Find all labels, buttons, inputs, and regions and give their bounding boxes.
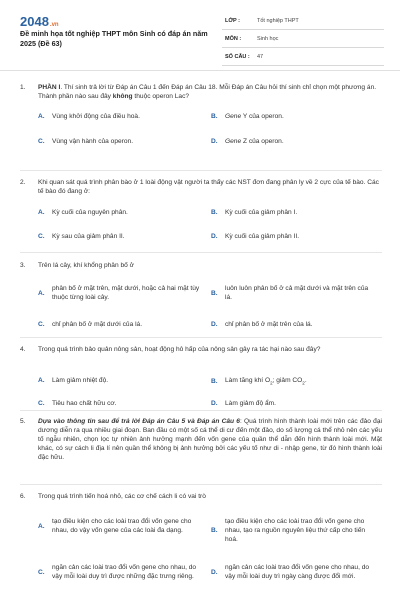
question-4: [20, 345, 382, 407]
question-divider: [20, 410, 382, 411]
answer-options: [38, 507, 382, 603]
question-number: 5.: [20, 418, 26, 425]
info-row-class: [222, 12, 384, 30]
question-text: Trong quá trình bảo quản nông sản, hoạt động hô hấp của nông sản gây ra tác hại nào sau đây?: [38, 346, 321, 353]
question-number: 1.: [20, 84, 26, 91]
question-1: [20, 83, 382, 151]
info-value: Tốt nghiệp THPT: [257, 17, 299, 24]
option-d[interactable]: D. Gene Z của operon.: [211, 138, 284, 145]
option-a[interactable]: A. tạo điều kiện cho các loài trao đổi vốn gene cho nhau, do vậy vốn gene của các loài đa dạng.: [38, 518, 192, 534]
option-b[interactable]: B. Gene Y của operon.: [211, 113, 284, 120]
header-divider: [0, 70, 400, 71]
option-d[interactable]: D. Kỳ cuối của giảm phân II.: [211, 233, 300, 240]
question-divider: [20, 252, 382, 253]
question-6: [20, 492, 382, 603]
passage-lead: Dựa vào thông tin sau để trả lời Đáp án Câu 5 và Đáp án Câu 6: [38, 418, 240, 425]
question-5: [20, 417, 382, 462]
option-c[interactable]: C. Tiêu hao chất hữu cơ.: [38, 400, 117, 407]
option-c[interactable]: C. ngăn cản các loài trao đổi vốn gene cho nhau, do vậy mỗi loài duy trì được những đặc trưng riêng.: [38, 564, 197, 580]
option-b[interactable]: B. Làm tăng khí $O_2$; giảm $CO_2$.: [211, 377, 307, 386]
option-b[interactable]: B. tạo điều kiện cho các loài trao đổi vốn gene cho nhau, tạo ra nguồn nguyên liệu thứ cấp cho tiến hoá.: [211, 518, 366, 543]
info-row-subject: [222, 30, 384, 48]
question-text: Khi quan sát quá trình phân bào ở 1 loài động vật người ta thấy các NST đơn đang phân ly về 2 cực của tế bào. Các tế bào đó đang ở:: [38, 179, 379, 195]
question-number: 6.: [20, 493, 26, 500]
page-header: [0, 0, 400, 70]
option-a[interactable]: A. Làm giảm nhiệt độ.: [38, 377, 109, 384]
option-d[interactable]: D. Làm giảm độ ẩm.: [211, 400, 276, 407]
info-value: Sinh học: [257, 35, 279, 42]
question-divider: [20, 170, 382, 171]
option-d[interactable]: D. chỉ phân bố ở mặt trên của lá.: [211, 321, 313, 328]
question-2: [20, 178, 382, 246]
info-table: [222, 12, 384, 66]
info-label: SỐ CÂU :: [225, 53, 250, 60]
question-number: 4.: [20, 346, 26, 353]
option-a[interactable]: A. phân bố ở mặt trên, mặt dưới, hoặc cả hai mặt tùy thuộc từng loài cây.: [38, 285, 200, 301]
option-b[interactable]: B. luôn luôn phân bố ở cả mặt dưới và mặt trên của lá.: [211, 285, 369, 301]
option-a[interactable]: A. Kỳ cuối của nguyên phân.: [38, 209, 128, 216]
question-number: 2.: [20, 179, 26, 186]
site-logo[interactable]: 2048.vn: [20, 14, 59, 29]
question-divider: [20, 337, 382, 338]
info-label: MÔN :: [225, 35, 242, 42]
option-d[interactable]: D. ngăn cản các loài trao đổi vốn gene cho nhau, do vậy mỗi loài duy trì ngày càng được đổi mới.: [211, 564, 370, 580]
question-text: Trong quá trình tiến hoá nhỏ, các cơ chế cách li có vai trò: [38, 493, 206, 500]
document-title: Đề minh họa tốt nghiệp THPT môn Sinh có đáp án năm 2025 (Đề 63): [20, 29, 208, 48]
answer-options: [38, 107, 382, 151]
question-divider: [20, 484, 382, 485]
info-value: 47: [257, 53, 264, 60]
passage-text: Dựa vào thông tin sau để trả lời Đáp án Câu 5 và Đáp án Câu 6: Quá trình hình thành loài mới trên các đảo đại dương diễn ra qua nhiều giai đoạn. Ban đầu có một số cá thể di cư đến một đảo, do số lượng cá thể nhỏ nên các yếu tố ngẫu nhiên, chọn lọc tự nhiên ảnh hưởng mạnh đến vốn gene của quần thể dẫn đến hình thành loài mới. Mặt khác, có sự cách li địa lí nên quần thể không bị ảnh hưởng bởi các yếu tố như di - nhập gene, từ đó hình thành loài đặc hữu.: [38, 418, 382, 461]
option-c[interactable]: C. Kỳ sau của giảm phân II.: [38, 233, 125, 240]
info-row-count: [222, 48, 384, 66]
question-text: Trên lá cây, khí khổng phân bố ở: [38, 262, 134, 269]
question-number: 3.: [20, 262, 26, 269]
section-label: PHẦN I: [38, 84, 61, 91]
info-label: LỚP :: [225, 17, 240, 24]
option-c[interactable]: C. Vùng vận hành của operon.: [38, 138, 134, 145]
option-a[interactable]: A. Vùng khởi động của điều hoà.: [38, 113, 140, 120]
answer-options: [38, 360, 382, 407]
question-3: [20, 261, 382, 340]
option-c[interactable]: C. chỉ phân bố ở mặt dưới của lá.: [38, 321, 143, 328]
question-text: PHẦN I. Thí sinh trả lời từ Đáp án Câu 1 đến Đáp án Câu 18. Mỗi Đáp án Câu hỏi thí sinh chỉ chọn một phương án. Thành phần nào sau đây không thuộc operon Lac?: [38, 84, 377, 100]
answer-options: [38, 202, 382, 246]
answer-options: [38, 276, 382, 340]
option-b[interactable]: B. Kỳ cuối của giảm phân I.: [211, 209, 298, 216]
